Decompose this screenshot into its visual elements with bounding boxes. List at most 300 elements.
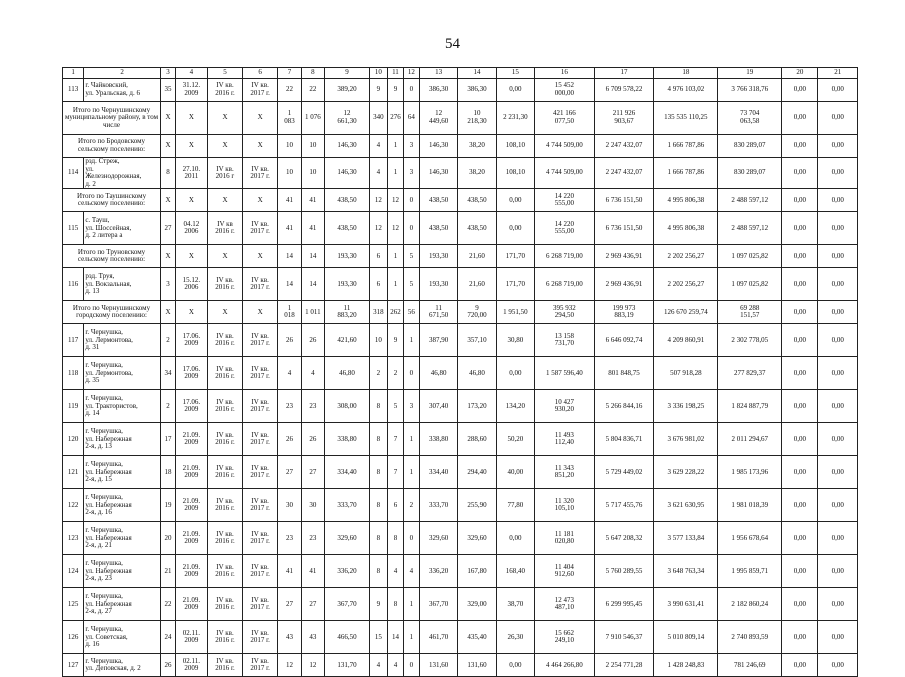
table-cell: 2 <box>387 357 403 390</box>
table-cell: 27 <box>161 212 176 245</box>
table-cell: 27 <box>278 588 301 621</box>
table-cell: 6 <box>369 245 387 268</box>
table-cell: 17.06. 2009 <box>175 324 207 357</box>
column-number: 6 <box>243 68 278 79</box>
table-row <box>63 522 858 555</box>
address-cell: г. Чернушка, ул. Набережная 2-я, д. 27 <box>84 588 161 621</box>
table-cell: 124 <box>63 555 84 588</box>
table-cell: 21.09. 2009 <box>175 555 207 588</box>
subtotal-label: Итого по Труновскому сельскому поселению: <box>63 245 161 268</box>
table-cell: 9 720,00 <box>458 301 496 324</box>
table-cell: 14 220 555,00 <box>535 212 595 245</box>
column-number: 10 <box>369 68 387 79</box>
table-cell: 2 969 436,91 <box>594 268 654 301</box>
table-cell: 22 <box>301 79 324 102</box>
table-row <box>63 423 858 456</box>
table-cell: 6 <box>387 489 403 522</box>
table-cell: 17.06. 2009 <box>175 357 207 390</box>
address-cell: рзд. Труя, ул. Вокзальная, д. 13 <box>84 268 161 301</box>
table-cell: 461,70 <box>419 621 457 654</box>
table-cell: 6 709 578,22 <box>594 79 654 102</box>
table-cell: 10 218,30 <box>458 102 496 135</box>
table-cell: 0,00 <box>818 158 858 189</box>
table-cell: 14 <box>301 245 324 268</box>
column-number-row <box>63 68 858 79</box>
column-number: 17 <box>594 68 654 79</box>
table-cell: 1 981 018,39 <box>718 489 782 522</box>
table-cell: 5 <box>403 245 419 268</box>
table-cell: 1 <box>387 135 403 158</box>
table-cell: 329,60 <box>325 522 370 555</box>
table-cell: X <box>175 135 207 158</box>
table-cell: 0,00 <box>496 357 534 390</box>
table-cell: X <box>243 245 278 268</box>
table-cell: 14 220 555,00 <box>535 189 595 212</box>
address-cell: г. Чайковский, ул. Уральская, д. 6 <box>84 79 161 102</box>
table-cell: 26,30 <box>496 621 534 654</box>
table-cell: 27 <box>278 456 301 489</box>
table-cell: 193,30 <box>419 268 457 301</box>
table-cell: 193,30 <box>325 245 370 268</box>
table-cell: 5 010 809,14 <box>654 621 718 654</box>
table-cell: X <box>243 102 278 135</box>
table-cell: 12 <box>369 212 387 245</box>
table-cell: 421 166 077,50 <box>535 102 595 135</box>
table-cell: 34 <box>161 357 176 390</box>
table-row <box>63 245 858 268</box>
table-row <box>63 268 858 301</box>
table-cell: 114 <box>63 158 84 189</box>
table-cell: 21.09. 2009 <box>175 522 207 555</box>
table-cell: 10 <box>278 135 301 158</box>
table-cell: 4 744 509,00 <box>535 135 595 158</box>
table-cell: 3 577 133,84 <box>654 522 718 555</box>
table-cell: 0,00 <box>782 357 818 390</box>
table-cell: X <box>175 301 207 324</box>
table-cell: 0,00 <box>818 654 858 677</box>
table-row <box>63 456 858 489</box>
table-cell: 0,00 <box>782 588 818 621</box>
table-cell: X <box>243 189 278 212</box>
table-cell: 12 473 487,10 <box>535 588 595 621</box>
table-cell: 1 083 <box>278 102 301 135</box>
table-row <box>63 588 858 621</box>
table-cell: X <box>161 135 176 158</box>
table-cell: 0 <box>403 522 419 555</box>
table-cell: 8 <box>369 390 387 423</box>
column-number: 4 <box>175 68 207 79</box>
table-cell: 24 <box>161 621 176 654</box>
column-number: 13 <box>419 68 457 79</box>
table-cell: 7 <box>387 423 403 456</box>
table-cell: IV кв. 2017 г. <box>243 268 278 301</box>
table-cell: 421,60 <box>325 324 370 357</box>
table-cell: 1 666 787,86 <box>654 135 718 158</box>
table-cell: 801 848,75 <box>594 357 654 390</box>
table-cell: 0,00 <box>818 268 858 301</box>
table-cell: IV кв. 2016 г. <box>207 588 242 621</box>
table-cell: 386,30 <box>458 79 496 102</box>
table-cell: 830 289,07 <box>718 158 782 189</box>
table-cell: 334,40 <box>325 456 370 489</box>
table-cell: 338,80 <box>419 423 457 456</box>
table-cell: 4 209 860,91 <box>654 324 718 357</box>
table-cell: 10 427 930,20 <box>535 390 595 423</box>
table-cell: 1 956 678,64 <box>718 522 782 555</box>
table-cell: 41 <box>301 189 324 212</box>
table-cell: 0,00 <box>818 135 858 158</box>
address-cell: г. Чернушка, ул. Лермонтова, д. 35 <box>84 357 161 390</box>
table-cell: 113 <box>63 79 84 102</box>
table-cell: 0,00 <box>818 245 858 268</box>
column-number: 3 <box>161 68 176 79</box>
table-cell: 30 <box>301 489 324 522</box>
table-cell: IV кв. 2017 г. <box>243 423 278 456</box>
table-cell: 2 <box>161 390 176 423</box>
table-cell: 0,00 <box>782 158 818 189</box>
table-cell: 46,80 <box>419 357 457 390</box>
address-cell: рзд. Стреж, ул. Железнодорожная, д. 2 <box>84 158 161 189</box>
table-cell: 108,10 <box>496 158 534 189</box>
table-cell: 336,20 <box>325 555 370 588</box>
table-cell: 7 910 546,37 <box>594 621 654 654</box>
table-cell: 6 268 719,00 <box>535 268 595 301</box>
table-cell: 8 <box>369 489 387 522</box>
table-cell: 1 <box>403 324 419 357</box>
column-number: 9 <box>325 68 370 79</box>
table-cell: 1 011 <box>301 301 324 324</box>
table-cell: IV кв. 2016 г. <box>207 79 242 102</box>
table-cell: 6 736 151,50 <box>594 189 654 212</box>
table-cell: 3 <box>403 158 419 189</box>
table-cell: 41 <box>301 555 324 588</box>
table-cell: 131,60 <box>458 654 496 677</box>
table-cell: 0,00 <box>496 79 534 102</box>
table-cell: 15.12. 2006 <box>175 268 207 301</box>
table-cell: 22 <box>161 588 176 621</box>
table-cell: 5 <box>387 390 403 423</box>
table-cell: 0,00 <box>818 357 858 390</box>
table-cell: 6 <box>369 268 387 301</box>
table-cell: 11 181 020,80 <box>535 522 595 555</box>
table-cell: 0,00 <box>782 456 818 489</box>
table-cell: 8 <box>161 158 176 189</box>
table-cell: IV кв. 2017 г. <box>243 522 278 555</box>
table-cell: 43 <box>278 621 301 654</box>
table-row <box>63 555 858 588</box>
table-cell: 115 <box>63 212 84 245</box>
table-cell: 1 <box>387 268 403 301</box>
table-cell: 6 646 092,74 <box>594 324 654 357</box>
column-number: 16 <box>535 68 595 79</box>
table-cell: 14 <box>278 245 301 268</box>
table-cell: 0,00 <box>782 654 818 677</box>
table-row <box>63 489 858 522</box>
table-cell: 386,30 <box>419 79 457 102</box>
table-cell: 8 <box>387 588 403 621</box>
column-number: 8 <box>301 68 324 79</box>
column-number: 2 <box>84 68 161 79</box>
table-cell: 27.10. 2011 <box>175 158 207 189</box>
table-cell: 27 <box>301 456 324 489</box>
table-cell: 2 488 597,12 <box>718 212 782 245</box>
register-table <box>62 67 858 677</box>
table-cell: 4 <box>301 357 324 390</box>
table-cell: IV кв. 2016 г. <box>207 324 242 357</box>
table-cell: 41 <box>278 555 301 588</box>
table-cell: 50,20 <box>496 423 534 456</box>
subtotal-label: Итого по Таушинскому сельскому поселению: <box>63 189 161 212</box>
table-cell: 12 <box>301 654 324 677</box>
table-cell: 7 <box>387 456 403 489</box>
table-cell: 41 <box>278 189 301 212</box>
table-cell: 0,00 <box>818 522 858 555</box>
table-cell: 507 918,28 <box>654 357 718 390</box>
table-cell: 3 648 763,34 <box>654 555 718 588</box>
column-number: 14 <box>458 68 496 79</box>
table-cell: 4 <box>403 555 419 588</box>
table-cell: 0,00 <box>782 268 818 301</box>
table-cell: 10 <box>301 158 324 189</box>
table-cell: 0 <box>403 189 419 212</box>
table-cell: 56 <box>403 301 419 324</box>
table-cell: 0,00 <box>782 390 818 423</box>
address-cell: г. Чернушка, ул. Трактористов, д. 14 <box>84 390 161 423</box>
table-cell: X <box>243 135 278 158</box>
table-cell: 23 <box>278 522 301 555</box>
address-cell: г. Чернушка, ул. Деповская, д. 2 <box>84 654 161 677</box>
table-cell: IV кв. 2017 г. <box>243 357 278 390</box>
table-cell: 9 <box>369 588 387 621</box>
table-cell: 131,60 <box>419 654 457 677</box>
table-cell: 21.09. 2009 <box>175 456 207 489</box>
table-cell: 9 <box>387 79 403 102</box>
table-cell: 318 <box>369 301 387 324</box>
column-number: 18 <box>654 68 718 79</box>
table-cell: 0,00 <box>496 654 534 677</box>
table-cell: 126 <box>63 621 84 654</box>
table-cell: 11 493 112,40 <box>535 423 595 456</box>
table-cell: 43 <box>301 621 324 654</box>
table-body <box>63 79 858 677</box>
table-cell: 108,10 <box>496 135 534 158</box>
table-cell: 307,40 <box>419 390 457 423</box>
table-cell: 438,50 <box>419 212 457 245</box>
subtotal-label: Итого по Чернушинскому городскому поселению: <box>63 301 161 324</box>
table-cell: 0,00 <box>818 301 858 324</box>
table-cell: 2 247 432,07 <box>594 158 654 189</box>
table-cell: 0,00 <box>818 588 858 621</box>
table-cell: 1 <box>403 423 419 456</box>
table-cell: 121 <box>63 456 84 489</box>
table-cell: 0,00 <box>818 456 858 489</box>
table-cell: 1 951,50 <box>496 301 534 324</box>
table-cell: 193,30 <box>419 245 457 268</box>
table-cell: 26 <box>301 324 324 357</box>
table-cell: X <box>207 189 242 212</box>
table-cell: 0,00 <box>782 423 818 456</box>
table-cell: IV кв. 2017 г. <box>243 555 278 588</box>
table-cell: 0 <box>403 79 419 102</box>
table-cell: X <box>161 245 176 268</box>
table-cell: 438,50 <box>458 189 496 212</box>
table-cell: 1 428 248,83 <box>654 654 718 677</box>
table-cell: 126 670 259,74 <box>654 301 718 324</box>
table-cell: X <box>207 135 242 158</box>
table-row <box>63 158 858 189</box>
table-cell: 12 <box>278 654 301 677</box>
table-cell: 277 829,37 <box>718 357 782 390</box>
column-number: 21 <box>818 68 858 79</box>
table-cell: 294,40 <box>458 456 496 489</box>
table-cell: 38,20 <box>458 158 496 189</box>
address-cell: г. Чернушка, ул. Набережная 2-я, д. 15 <box>84 456 161 489</box>
table-cell: X <box>207 245 242 268</box>
table-cell: 12 661,30 <box>325 102 370 135</box>
table-cell: 4 <box>369 135 387 158</box>
table-cell: 21,60 <box>458 268 496 301</box>
table-cell: 2 302 778,05 <box>718 324 782 357</box>
table-cell: IV кв 2016 г. <box>207 212 242 245</box>
table-cell: 1 985 173,96 <box>718 456 782 489</box>
table-cell: 12 449,60 <box>419 102 457 135</box>
table-cell: 387,90 <box>419 324 457 357</box>
table-cell: 4 995 806,38 <box>654 212 718 245</box>
table-cell: 146,30 <box>325 158 370 189</box>
table-row <box>63 357 858 390</box>
table-cell: 20 <box>161 522 176 555</box>
table-cell: 11 320 105,10 <box>535 489 595 522</box>
column-number: 15 <box>496 68 534 79</box>
table-cell: 73 704 063,58 <box>718 102 782 135</box>
column-number: 20 <box>782 68 818 79</box>
table-cell: 5 717 455,76 <box>594 489 654 522</box>
table-cell: 19 <box>161 489 176 522</box>
table-cell: 367,70 <box>325 588 370 621</box>
table-cell: 171,70 <box>496 245 534 268</box>
table-cell: 02.11. 2009 <box>175 654 207 677</box>
table-cell: 26 <box>161 654 176 677</box>
table-cell: 46,80 <box>325 357 370 390</box>
table-cell: X <box>243 301 278 324</box>
table-cell: 13 158 731,70 <box>535 324 595 357</box>
table-cell: 127 <box>63 654 84 677</box>
table-cell: 122 <box>63 489 84 522</box>
table-cell: 35 <box>161 79 176 102</box>
table-row <box>63 301 858 324</box>
table-cell: 2 202 256,27 <box>654 245 718 268</box>
table-cell: 395 932 294,50 <box>535 301 595 324</box>
table-cell: 367,70 <box>419 588 457 621</box>
table-cell: 135 535 110,25 <box>654 102 718 135</box>
table-cell: 23 <box>301 522 324 555</box>
table-cell: 2 <box>369 357 387 390</box>
table-cell: 02.11. 2009 <box>175 621 207 654</box>
table-cell: 10 <box>369 324 387 357</box>
table-cell: 1 097 025,82 <box>718 245 782 268</box>
table-cell: 262 <box>387 301 403 324</box>
table-cell: 9 <box>369 79 387 102</box>
table-cell: 4 976 103,02 <box>654 79 718 102</box>
table-cell: 0,00 <box>782 489 818 522</box>
table-cell: 41 <box>278 212 301 245</box>
table-cell: 21.09. 2009 <box>175 423 207 456</box>
table-cell: 0,00 <box>782 79 818 102</box>
table-cell: 211 926 903,67 <box>594 102 654 135</box>
table-cell: 4 <box>369 654 387 677</box>
table-cell: 26 <box>278 423 301 456</box>
table-cell: 30,80 <box>496 324 534 357</box>
table-cell: 1 076 <box>301 102 324 135</box>
table-cell: 10 <box>278 158 301 189</box>
table-cell: 276 <box>387 102 403 135</box>
table-cell: 12 <box>387 212 403 245</box>
table-cell: 23 <box>278 390 301 423</box>
table-cell: 3 <box>403 390 419 423</box>
table-cell: 26 <box>301 423 324 456</box>
table-cell: 0,00 <box>818 189 858 212</box>
table-cell: 27 <box>301 588 324 621</box>
table-cell: 8 <box>369 555 387 588</box>
table-cell: 11 671,50 <box>419 301 457 324</box>
table-cell: 116 <box>63 268 84 301</box>
table-cell: 329,00 <box>458 588 496 621</box>
table-cell: IV кв. 2016 г. <box>207 654 242 677</box>
table-cell: 0,00 <box>818 390 858 423</box>
table-cell: 118 <box>63 357 84 390</box>
column-number: 7 <box>278 68 301 79</box>
table-cell: 6 736 151,50 <box>594 212 654 245</box>
table-cell: 2 <box>161 324 176 357</box>
table-cell: 2 231,30 <box>496 102 534 135</box>
table-cell: 0,00 <box>818 324 858 357</box>
table-cell: 17 <box>161 423 176 456</box>
table-cell: 0 <box>403 212 419 245</box>
table-cell: 0,00 <box>782 555 818 588</box>
table-cell: 0,00 <box>782 301 818 324</box>
table-cell: 0 <box>403 357 419 390</box>
table-cell: 131,70 <box>325 654 370 677</box>
table-cell: 329,60 <box>458 522 496 555</box>
table-cell: 3 336 198,25 <box>654 390 718 423</box>
table-cell: 0,00 <box>782 212 818 245</box>
table-cell: 4 <box>278 357 301 390</box>
table-cell: X <box>161 189 176 212</box>
address-cell: г. Чернушка, ул. Набережная 2-я, д. 16 <box>84 489 161 522</box>
table-cell: 781 246,69 <box>718 654 782 677</box>
table-cell: 3 766 318,76 <box>718 79 782 102</box>
table-row <box>63 135 858 158</box>
table-cell: 0,00 <box>782 245 818 268</box>
table-cell: 2 247 432,07 <box>594 135 654 158</box>
address-cell: г. Чернушка, ул. Лермонтова, д. 31 <box>84 324 161 357</box>
table-row <box>63 102 858 135</box>
table-cell: 21.09. 2009 <box>175 588 207 621</box>
address-cell: г. Чернушка, ул. Советская, д. 16 <box>84 621 161 654</box>
table-cell: 4 <box>387 654 403 677</box>
table-cell: 1 097 025,82 <box>718 268 782 301</box>
table-cell: 8 <box>369 423 387 456</box>
address-cell: г. Чернушка, ул. Набережная 2-я, д. 13 <box>84 423 161 456</box>
address-cell: г. Чернушка, ул. Набережная 2-я, д. 23 <box>84 555 161 588</box>
table-cell: 438,50 <box>325 189 370 212</box>
table-cell: 1 <box>403 588 419 621</box>
column-number: 1 <box>63 68 84 79</box>
table-cell: 117 <box>63 324 84 357</box>
table-row <box>63 390 858 423</box>
table-cell: IV кв. 2017 г. <box>243 588 278 621</box>
table-cell: 1 <box>387 158 403 189</box>
